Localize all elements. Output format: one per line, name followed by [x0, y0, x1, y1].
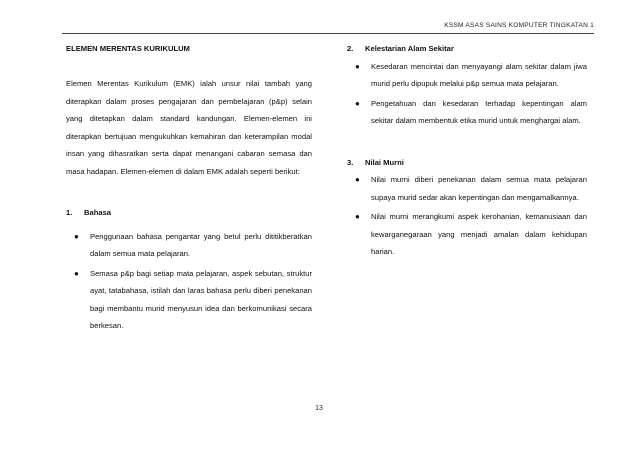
list-item-text: Semasa p&p bagi setiap mata pelajaran, aspek sebutan, struktur ayat, tatabahasa, istilah dan laras bahasa perlu diberi penekanan bagi membantu murid menyusun idea dan berkomunikasi secara berkesan.	[90, 268, 312, 330]
section-heading	[66, 204, 312, 222]
section-kelestarian	[347, 40, 587, 130]
section-number: 1.	[66, 208, 73, 217]
section-nilai-murni	[347, 154, 587, 261]
left-column	[66, 40, 312, 337]
section-heading	[347, 40, 587, 58]
list-item-text: Nilai murni diberi penekanan dalam semua mata pelajaran supaya murid sedar akan kepentingan dan mengamalkannya.	[371, 175, 587, 202]
bullet-icon: ●	[74, 268, 79, 278]
bullet-icon: ●	[355, 175, 360, 184]
list-item	[347, 58, 587, 93]
section-heading-text: Bahasa	[84, 208, 112, 217]
list-item-text: Kesedaran mencintai dan menyayangi alam sekitar dalam jiwa murid perlu dipupuk melalui p&p semua mata pelajaran.	[371, 61, 587, 88]
page-number: 13	[315, 405, 323, 412]
running-header: KSSM ASAS SAINS KOMPUTER TINGKATAN 1	[444, 22, 594, 29]
bullet-list	[347, 171, 587, 261]
intro-paragraph: Elemen Merentas Kurikulum (EMK) ialah unsur nilai tambah yang diterapkan dalam proses pengajaran dan pembelajaran (p&p) selain yang ditetapkan dalam standard kandungan. Elemen-elemen ini diterapkan bertujuan mengukuhkan kemahiran dan keterampilan modal insan yang dihasratkan serta dapat menangani cabaran semasa dan masa hadapan. Elemen-elemen di dalam EMK adalah seperti berikut:	[66, 79, 312, 176]
section-heading	[347, 154, 587, 172]
right-column	[347, 40, 587, 263]
section-heading-text: Kelestarian Alam Sekitar	[365, 44, 454, 53]
bullet-icon: ●	[355, 61, 360, 71]
section-bahasa	[66, 204, 312, 335]
bullet-icon: ●	[355, 98, 360, 108]
bullet-list	[66, 228, 312, 335]
list-item	[66, 265, 312, 335]
section-heading-text: Nilai Murni	[365, 157, 404, 167]
section-title: ELEMEN MERENTAS KURIKULUM	[66, 44, 190, 53]
bullet-icon: ●	[74, 231, 79, 241]
list-item-text: Nilai murni merangkumi aspek kerohanian, kemanusiaan dan kewarganegaraan yang menjadi amalan dalam kehidupan harian.	[371, 212, 587, 256]
section-number: 3.	[347, 157, 354, 167]
bullet-icon: ●	[355, 212, 360, 221]
list-item	[347, 171, 587, 206]
list-item-text: Penggunaan bahasa pengantar yang betul perlu dititikberatkan dalam semua mata pelajaran.	[90, 231, 312, 258]
list-item	[66, 228, 312, 263]
list-item-text: Pengetahuan dan kesedaran terhadap kepentingan alam sekitar dalam membentuk etika murid untuk menghargai alam.	[371, 98, 587, 125]
section-number: 2.	[347, 44, 354, 53]
bullet-list	[347, 58, 587, 130]
list-item	[347, 208, 587, 261]
list-item	[347, 95, 587, 130]
header-rule	[62, 33, 594, 34]
